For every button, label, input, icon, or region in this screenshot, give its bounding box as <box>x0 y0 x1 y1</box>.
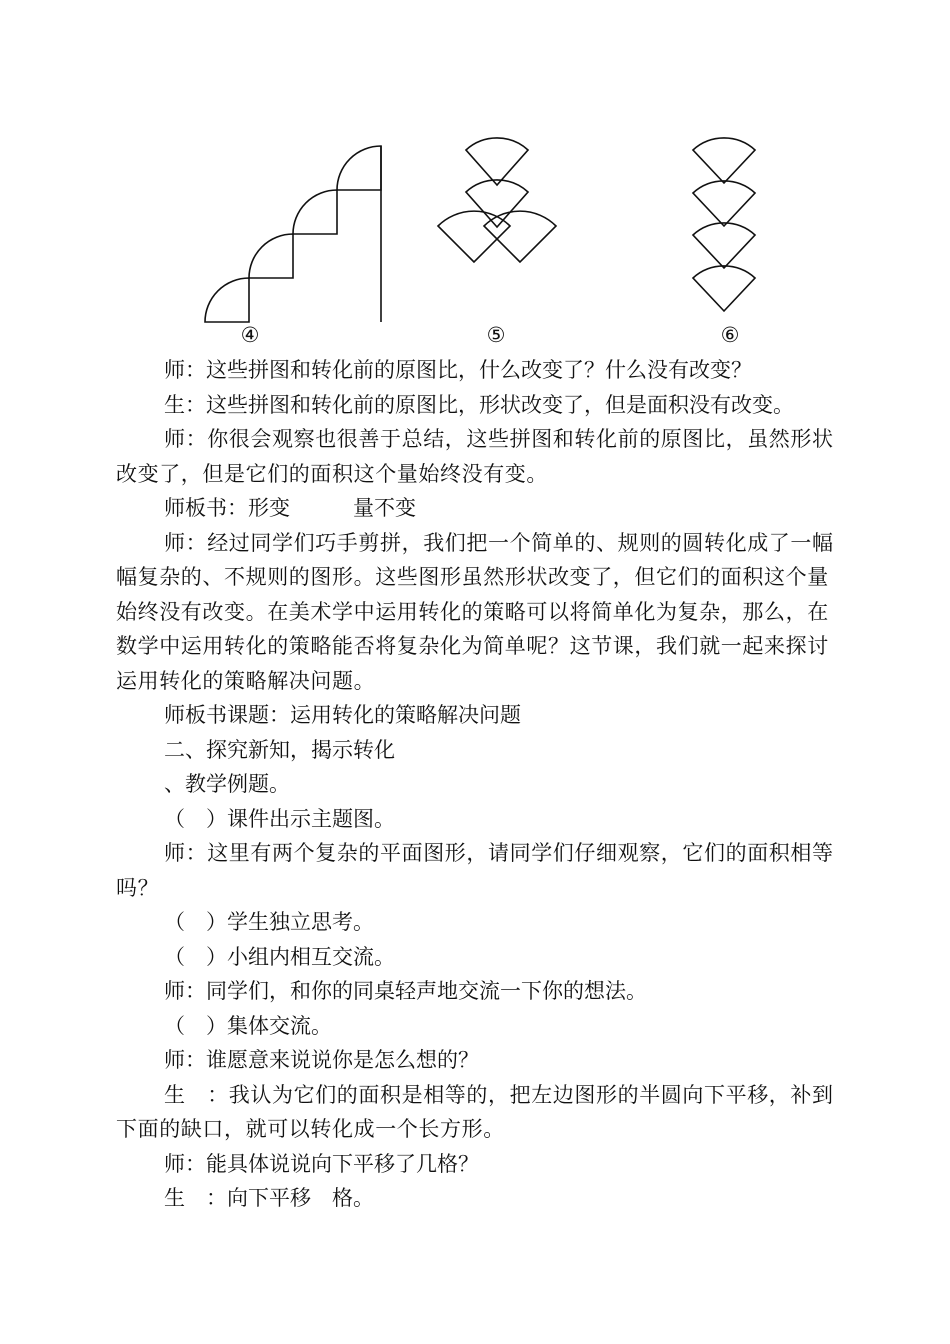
sector-right <box>484 211 556 262</box>
paragraph: 生 ：向下平移 格。 <box>164 1186 374 1210</box>
puzzle-figures <box>0 0 950 350</box>
paragraph: 师：你很会观察也很善于总结，这些拼图和转化前的原图比，虽然形状改变了，但是它们的面积这个量始终没有变。 <box>116 427 834 486</box>
document-body <box>116 353 842 1216</box>
paragraph: （ ）课件出示主题图。 <box>164 806 395 831</box>
quarter-circle-4 <box>337 146 381 190</box>
sector-middle <box>466 180 528 227</box>
paragraph: （ ）学生独立思考。 <box>164 910 374 934</box>
paragraph: 师板书：形变 量不变 <box>164 496 416 520</box>
sector-1 <box>693 138 755 183</box>
paragraph: 师板书课题：运用转化的策略解决问题 <box>164 703 521 727</box>
paragraph: 师：谁愿意来说说你是怎么想的？ <box>164 1048 479 1072</box>
paragraph: 二、探究新知，揭示转化 <box>164 737 395 762</box>
quarter-circle-2 <box>249 234 293 278</box>
paragraph: 师：经过同学们巧手剪拼，我们把一个简单的、规则的圆转化成了一幅幅复杂的、不规则的图形。这些图形虽然形状改变了，但它们的面积这个量始终没有改变。在美术学中运用转化的策略可以将简单化为复杂，那么，在数学中运用转化的策略能否将复杂化为简单呢？这节课，我们就一起来探讨运用转化的策略解决问题。 <box>116 530 834 693</box>
paragraph: 师：这些拼图和转化前的原图比，什么改变了？什么没有改变？ <box>164 358 752 382</box>
paragraph: 、教学例题。 <box>164 772 290 796</box>
paragraph: 生 ：我认为它们的面积是相等的，把左边图形的半圆向下平移，补到下面的缺口，就可以转化成一个长方形。 <box>116 1082 834 1141</box>
sector-4 <box>693 266 755 311</box>
paragraph: 生：这些拼图和转化前的原图比，形状改变了，但是面积没有改变。 <box>164 392 794 417</box>
sector-3 <box>693 223 755 268</box>
paragraph: 师：同学们，和你的同桌轻声地交流一下你的想法。 <box>164 979 647 1003</box>
figure-label-5: ⑤ <box>486 323 506 347</box>
figure-4-staircase <box>205 146 381 322</box>
figure-5-sectors <box>438 138 556 262</box>
paragraph: （ ）集体交流。 <box>164 1013 332 1038</box>
quarter-circle-1 <box>205 278 249 322</box>
quarter-circle-3 <box>293 190 337 234</box>
paragraph: 师：这里有两个复杂的平面图形，请同学们仔细观察，它们的面积相等吗？ <box>116 841 834 900</box>
figure-area <box>0 0 950 350</box>
paragraph: 师：能具体说说向下平移了几格？ <box>164 1151 479 1176</box>
sector-left <box>438 211 510 262</box>
figure-label-4: ④ <box>240 323 260 347</box>
figure-label-6: ⑥ <box>720 323 740 347</box>
sector-top <box>466 138 528 185</box>
figure-6-sectors <box>693 138 755 311</box>
paragraph: （ ）小组内相互交流。 <box>164 944 395 969</box>
sector-2 <box>693 181 755 226</box>
